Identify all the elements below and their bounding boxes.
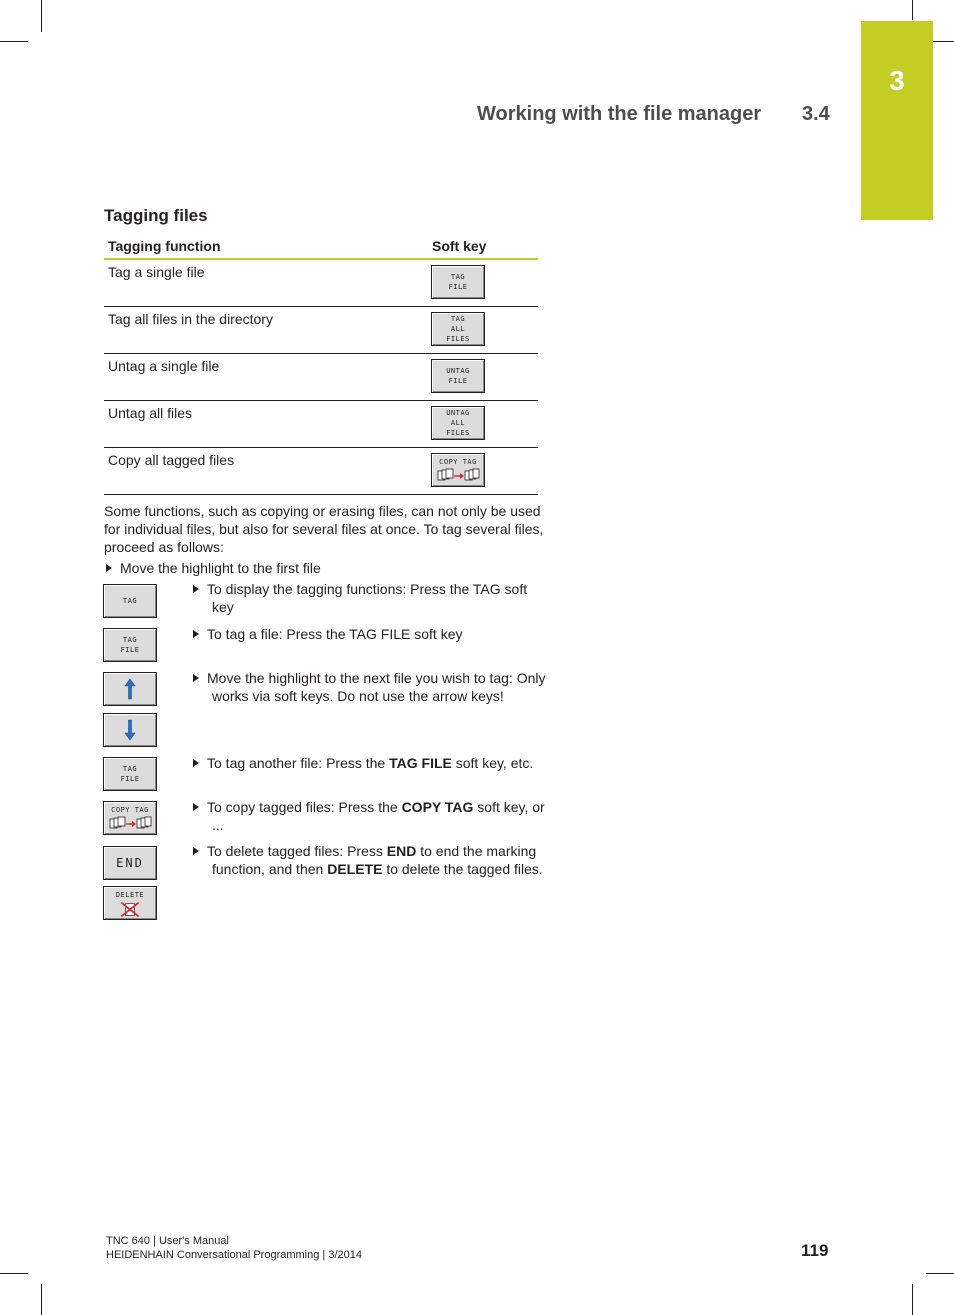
untag-file-softkey: UNTAG FILE xyxy=(431,359,485,393)
running-header-title: Working with the file manager xyxy=(477,103,762,125)
bullet-triangle-icon xyxy=(193,674,199,682)
step-1: To display the tagging functions: Press the TAG soft key xyxy=(193,580,552,616)
running-header-section: 3.4 xyxy=(802,103,830,125)
crop-mark xyxy=(926,1273,954,1274)
intro-paragraph: Some functions, such as copying or erasing files, can not only be used for individual files, but also for several files at once. To tag several files, proceed as follows: xyxy=(104,503,544,555)
table-row xyxy=(104,354,538,401)
crop-mark xyxy=(0,1273,28,1274)
row-label: Copy all tagged files xyxy=(108,452,235,468)
bullet-triangle-icon xyxy=(193,847,199,855)
page-number: 119 xyxy=(801,1241,829,1260)
end-key: END xyxy=(103,846,157,880)
step-3: Move the highlight to the next file you wish to tag: Only works via soft keys. Do not use the arrow keys! xyxy=(193,669,546,705)
table-row xyxy=(104,260,538,307)
crop-mark xyxy=(41,0,42,32)
bullet-triangle-icon xyxy=(106,564,112,572)
tag-file-softkey: TAG FILE xyxy=(103,628,157,662)
footer-line-1: TNC 640 | User's Manual xyxy=(106,1235,229,1247)
untag-all-files-softkey: UNTAG ALL FILES xyxy=(431,406,485,440)
section-title: Tagging files xyxy=(104,206,208,225)
step-0: Move the highlight to the first file xyxy=(106,559,321,577)
footer-line-2: HEIDENHAIN Conversational Programming | 3/2014 xyxy=(106,1249,362,1261)
row-label: Tag all files in the directory xyxy=(108,311,273,327)
table-row xyxy=(104,401,538,448)
table-row xyxy=(104,448,538,495)
crop-mark xyxy=(0,41,28,42)
arrow-down-key xyxy=(103,713,157,747)
step-5: To copy tagged files: Press the COPY TAG soft key, or ... xyxy=(193,798,546,834)
arrow-up-key xyxy=(103,672,157,706)
copy-tag-softkey: COPY TAG xyxy=(103,801,157,835)
tag-file-softkey: TAG FILE xyxy=(103,757,157,791)
copy-files-icon xyxy=(107,815,153,831)
tag-all-files-softkey: TAG ALL FILES xyxy=(431,312,485,346)
copy-files-icon xyxy=(435,467,481,483)
crop-mark xyxy=(912,0,913,20)
crop-mark xyxy=(41,1284,42,1315)
bullet-triangle-icon xyxy=(193,630,199,638)
row-label: Untag all files xyxy=(108,405,193,421)
tag-softkey: TAG xyxy=(103,584,157,618)
copy-tag-softkey: COPY TAG xyxy=(431,453,485,487)
col-function-header: Tagging function xyxy=(108,238,221,254)
delete-cross-icon xyxy=(115,900,145,919)
table-row xyxy=(104,307,538,354)
tagging-table xyxy=(104,235,538,495)
crop-mark xyxy=(912,1284,913,1315)
chapter-tab xyxy=(861,21,933,220)
bullet-triangle-icon xyxy=(193,803,199,811)
arrow-down-icon xyxy=(123,718,137,742)
col-softkey-header: Soft key xyxy=(432,238,487,254)
table-header xyxy=(104,235,538,260)
delete-softkey: DELETE xyxy=(103,886,157,920)
bullet-triangle-icon xyxy=(193,759,199,767)
bullet-triangle-icon xyxy=(193,585,199,593)
step-2: To tag a file: Press the TAG FILE soft key xyxy=(193,625,552,643)
step-4: To tag another file: Press the TAG FILE soft key, etc. xyxy=(193,754,546,772)
row-label: Untag a single file xyxy=(108,358,220,374)
row-label: Tag a single file xyxy=(108,264,205,280)
chapter-number: 3 xyxy=(889,65,905,96)
tag-file-softkey: TAG FILE xyxy=(431,265,485,299)
step-6: To delete tagged files: Press END to end the marking function, and then DELETE to delete the tagged files. xyxy=(193,842,546,878)
arrow-up-icon xyxy=(123,677,137,701)
